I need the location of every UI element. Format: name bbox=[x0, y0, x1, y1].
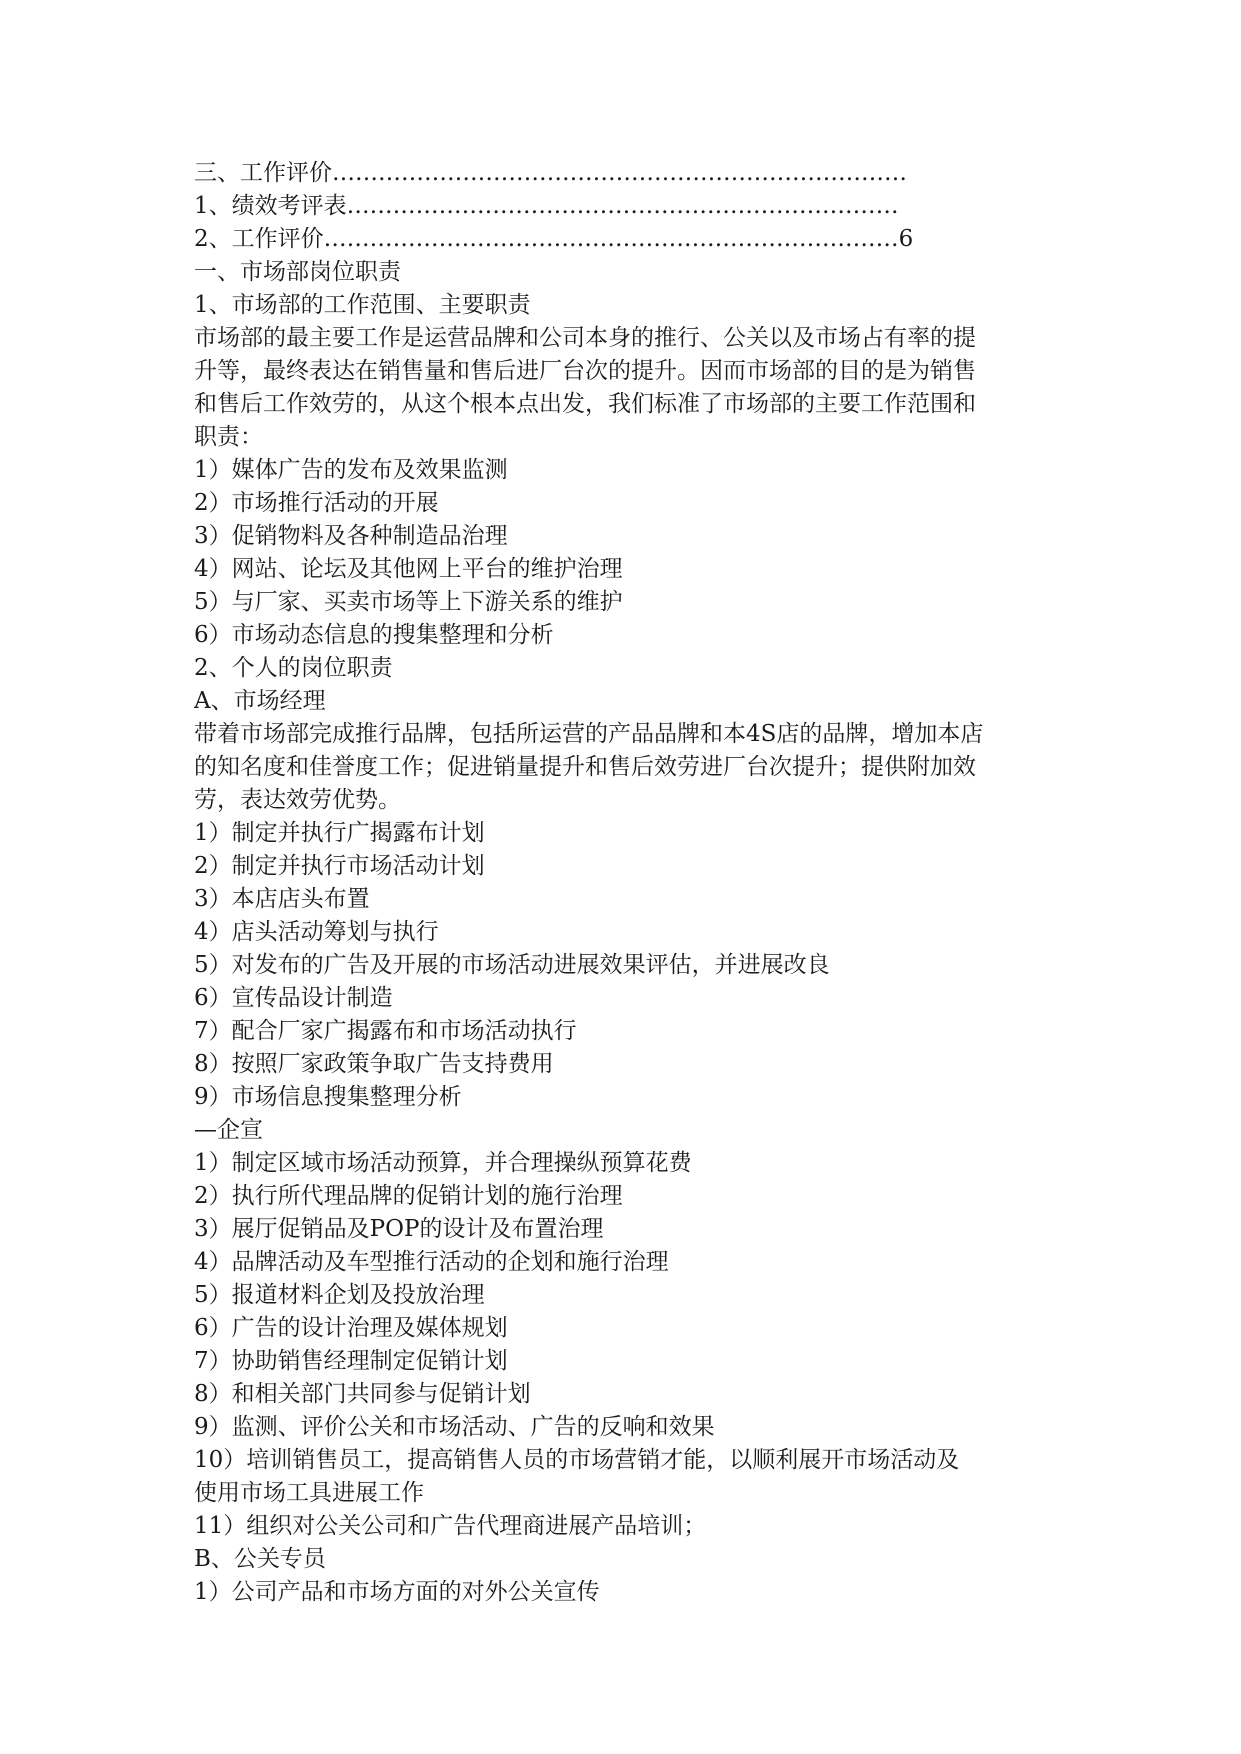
list-item-multiline bbox=[194, 1444, 1054, 1510]
paragraph-line: 职责： bbox=[194, 424, 263, 450]
role-a-paragraph bbox=[194, 718, 1054, 817]
toc-line: 三、工作评价………………………………………………………………… bbox=[194, 160, 907, 186]
role-heading: —企宣 bbox=[194, 1117, 263, 1143]
list-item: 2）市场推行活动的开展 bbox=[194, 490, 439, 516]
paragraph-line: 市场部的最主要工作是运营品牌和公司本身的推行、公关以及市场占有率的提 bbox=[194, 325, 976, 351]
list-item: 1）公司产品和市场方面的对外公关宣传 bbox=[194, 1579, 600, 1605]
list-item: 4）品牌活动及车型推行活动的企划和施行治理 bbox=[194, 1249, 669, 1275]
toc-line: 2、工作评价…………………………………………………………………6 bbox=[194, 226, 914, 252]
list-item: 1）媒体广告的发布及效果监测 bbox=[194, 457, 508, 483]
list-item: 6）市场动态信息的搜集整理和分析 bbox=[194, 622, 554, 648]
toc-line: 1、绩效考评表……………………………………………………………… bbox=[194, 193, 899, 219]
list-item: 7）协助销售经理制定促销计划 bbox=[194, 1348, 508, 1374]
paragraph-line: 劳，表达效劳优势。 bbox=[194, 787, 401, 813]
paragraph-line: 升等，最终表达在销售量和售后进厂台次的提升。因而市场部的目的是为销售 bbox=[194, 358, 976, 384]
list-item: 1）制定区域市场活动预算，并合理操纵预算花费 bbox=[194, 1150, 692, 1176]
list-item: 2）执行所代理品牌的促销计划的施行治理 bbox=[194, 1183, 623, 1209]
subsection-heading: 2、个人的岗位职责 bbox=[194, 655, 393, 681]
list-item: 4）网站、论坛及其他网上平台的维护治理 bbox=[194, 556, 623, 582]
paragraph-line: 带着市场部完成推行品牌，包括所运营的产品品牌和本4S店的品牌，增加本店 bbox=[194, 721, 984, 747]
list-item: 1）制定并执行广揭露布计划 bbox=[194, 820, 485, 846]
paragraph-line: 使用市场工具进展工作 bbox=[194, 1480, 424, 1506]
list-item: 5）报道材料企划及投放治理 bbox=[194, 1282, 485, 1308]
list-item: 8）和相关部门共同参与促销计划 bbox=[194, 1381, 531, 1407]
list-item: 8）按照厂家政策争取广告支持费用 bbox=[194, 1051, 554, 1077]
paragraph-line: 10）培训销售员工，提高销售人员的市场营销才能，以顺利展开市场活动及 bbox=[194, 1447, 960, 1473]
list-item: 11）组织对公关公司和广告代理商进展产品培训； bbox=[194, 1513, 707, 1539]
list-item: 6）宣传品设计制造 bbox=[194, 985, 393, 1011]
list-item: 9）监测、评价公关和市场活动、广告的反响和效果 bbox=[194, 1414, 715, 1440]
document-page bbox=[194, 157, 1054, 1609]
list-item: 5）与厂家、买卖市场等上下游关系的维护 bbox=[194, 589, 623, 615]
subsection-heading: 1、市场部的工作范围、主要职责 bbox=[194, 292, 531, 318]
list-item: 9）市场信息搜集整理分析 bbox=[194, 1084, 462, 1110]
list-item: 2）制定并执行市场活动计划 bbox=[194, 853, 485, 879]
section-heading: 一、市场部岗位职责 bbox=[194, 259, 401, 285]
paragraph-line: 和售后工作效劳的，从这个根本点出发，我们标准了市场部的主要工作范围和 bbox=[194, 391, 976, 417]
role-heading: B、公关专员 bbox=[194, 1546, 326, 1572]
list-item: 3）促销物料及各种制造品治理 bbox=[194, 523, 508, 549]
list-item: 5）对发布的广告及开展的市场活动进展效果评估，并进展改良 bbox=[194, 952, 830, 978]
list-item: 7）配合厂家广揭露布和市场活动执行 bbox=[194, 1018, 577, 1044]
list-item: 4）店头活动筹划与执行 bbox=[194, 919, 439, 945]
role-heading: A、市场经理 bbox=[194, 688, 326, 714]
list-item: 3）本店店头布置 bbox=[194, 886, 370, 912]
intro-paragraph bbox=[194, 322, 1054, 454]
list-item: 6）广告的设计治理及媒体规划 bbox=[194, 1315, 508, 1341]
paragraph-line: 的知名度和佳誉度工作；促进销量提升和售后效劳进厂台次提升；提供附加效 bbox=[194, 754, 976, 780]
list-item: 3）展厅促销品及POP的设计及布置治理 bbox=[194, 1216, 604, 1242]
